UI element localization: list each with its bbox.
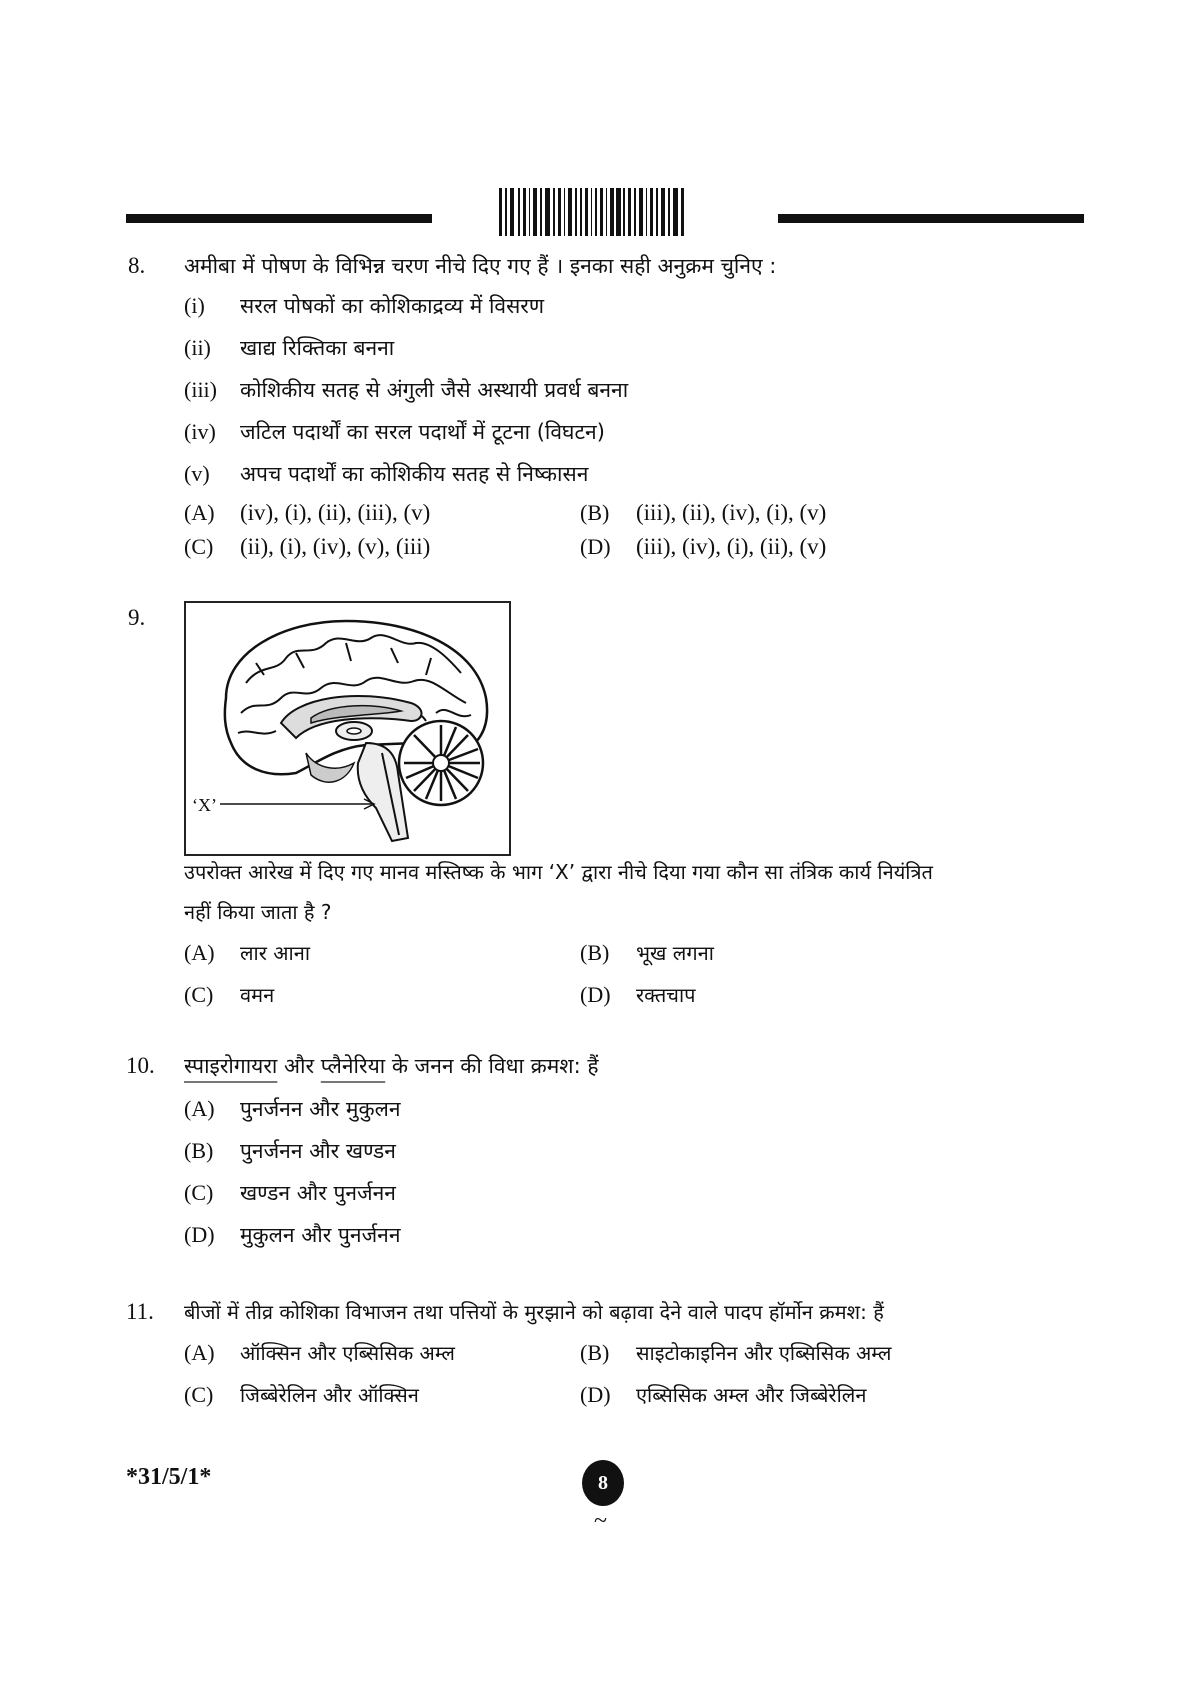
option-label-c: (C): [184, 1180, 214, 1205]
question-text-line-2: नहीं किया जाता है ?: [184, 900, 332, 924]
option-c[interactable]: (ii), (i), (iv), (v), (iii): [240, 534, 431, 559]
option-label-b: (B): [580, 500, 610, 525]
option-label-a: (A): [184, 1340, 215, 1365]
term-planaria: प्लैनेरिया: [320, 1054, 386, 1078]
option-label-a: (A): [184, 1096, 215, 1121]
option-label-c: (C): [184, 1382, 214, 1407]
header-rule-right: [778, 214, 1084, 223]
brain-diagram: [184, 601, 511, 856]
option-label-b: (B): [580, 940, 610, 965]
question-number: 11.: [126, 1299, 154, 1324]
option-label-d: (D): [580, 1382, 611, 1407]
option-label-a: (A): [184, 940, 215, 965]
option-d[interactable]: मुकुलन और पुनर्जनन: [240, 1223, 401, 1247]
option-b[interactable]: पुनर्जनन और खण्डन: [240, 1139, 396, 1163]
question-text: [184, 1052, 599, 1080]
text-rest: के जनन की विधा क्रमश: हैं: [385, 1054, 599, 1078]
question-number: 9.: [128, 605, 146, 630]
question-number: 8.: [128, 253, 146, 278]
option-label-c: (C): [184, 982, 214, 1007]
option-c[interactable]: वमन: [240, 983, 275, 1007]
option-label-d: (D): [184, 1222, 215, 1247]
step-label: (i): [184, 293, 205, 318]
option-a[interactable]: ऑक्सिन और एब्सिसिक अम्ल: [240, 1341, 455, 1365]
page-number-badge: 8: [582, 1460, 624, 1506]
question-text-line-1: उपरोक्त आरेख में दिए गए मानव मस्तिष्क के भाग ‘X’ द्वारा नीचे दिया गया कौन सा तंत्रिक कार्य नियंत्रित: [184, 860, 933, 884]
option-label-b: (B): [184, 1138, 214, 1163]
option-label-d: (D): [580, 534, 611, 559]
step-label: (iii): [184, 377, 217, 402]
option-a[interactable]: (iv), (i), (ii), (iii), (v): [240, 500, 431, 525]
step-text: कोशिकीय सतह से अंगुली जैसे अस्थायी प्रवर्ध बनना: [240, 378, 629, 402]
question-text: बीजों में तीव्र कोशिका विभाजन तथा पत्तियों के मुरझाने को बढ़ावा देने वाले पादप हॉर्मोन क्रमश: हैं: [184, 1300, 884, 1324]
question-number: 10.: [126, 1053, 155, 1078]
option-b[interactable]: (iii), (ii), (iv), (i), (v): [636, 500, 827, 525]
tilde-mark: ~: [594, 1508, 607, 1534]
option-b[interactable]: भूख लगना: [636, 941, 714, 965]
figure-label-x: ‘X’: [192, 795, 217, 815]
option-b[interactable]: साइटोकाइनिन और एब्सिसिक अम्ल: [636, 1341, 892, 1365]
step-text: अपच पदार्थों का कोशिकीय सतह से निष्कासन: [240, 462, 589, 486]
option-d[interactable]: रक्तचाप: [636, 983, 696, 1007]
option-a[interactable]: लार आना: [240, 941, 310, 965]
header-rule-left: [126, 214, 432, 223]
brain-illustration-icon: [186, 603, 509, 854]
option-label-c: (C): [184, 534, 214, 559]
option-c[interactable]: जिब्बेरेलिन और ऑक्सिन: [240, 1383, 419, 1407]
step-text: सरल पोषकों का कोशिकाद्रव्य में विसरण: [240, 294, 545, 318]
step-label: (v): [184, 461, 210, 486]
option-a[interactable]: पुनर्जनन और मुकुलन: [240, 1097, 401, 1121]
question-text: अमीबा में पोषण के विभिन्न चरण नीचे दिए गए हैं । इनका सही अनुक्रम चुनिए :: [184, 254, 777, 278]
option-d[interactable]: एब्सिसिक अम्ल और जिब्बेरेलिन: [636, 1383, 867, 1407]
barcode-icon: [497, 188, 687, 236]
step-text: जटिल पदार्थों का सरल पदार्थों में टूटना (विघटन): [240, 420, 605, 444]
option-c[interactable]: खण्डन और पुनर्जनन: [240, 1181, 396, 1205]
option-label-d: (D): [580, 982, 611, 1007]
step-text: खाद्य रिक्तिका बनना: [240, 336, 395, 360]
step-label: (ii): [184, 335, 211, 360]
step-label: (iv): [184, 419, 216, 444]
option-label-b: (B): [580, 1340, 610, 1365]
option-d[interactable]: (iii), (iv), (i), (ii), (v): [636, 534, 827, 559]
paper-code: *31/5/1*: [126, 1464, 212, 1490]
term-spirogyra: स्पाइरोगायरा: [184, 1054, 278, 1078]
text-join: और: [277, 1054, 321, 1078]
option-label-a: (A): [184, 500, 215, 525]
